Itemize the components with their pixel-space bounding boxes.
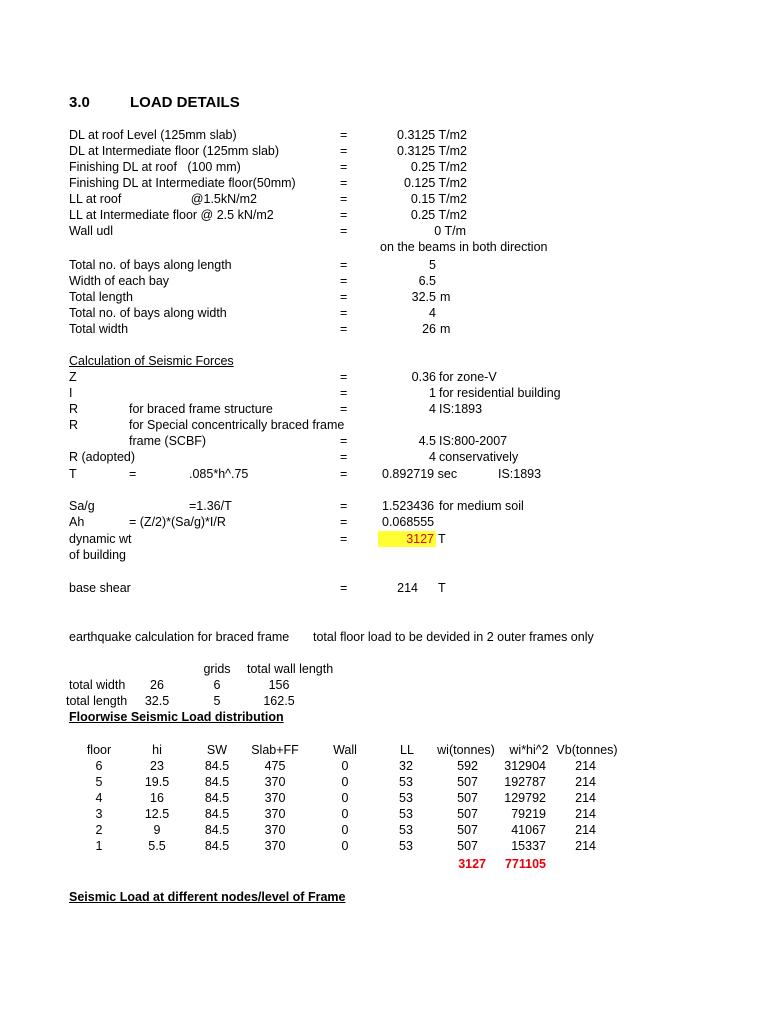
wall-note: on the beams in both direction	[380, 240, 548, 254]
cell-slab-ff: 370	[264, 823, 286, 837]
load-value: 0.125 T/m2	[403, 176, 467, 190]
cell-sw: 84.5	[204, 823, 230, 837]
floor-table-header-hi: hi	[152, 743, 162, 757]
cell-wihi2: 129792	[504, 791, 546, 805]
i-value: 1	[429, 386, 436, 400]
floor-table-header-ll: LL	[400, 743, 414, 757]
geometry-label: Total length	[69, 290, 133, 304]
load-label: DL at roof Level (125mm slab)	[69, 128, 237, 142]
cell-slab-ff: 370	[264, 775, 286, 789]
cell-vb: 214	[575, 791, 596, 805]
floor-table-header-wall: Wall	[333, 743, 357, 757]
geometry-value: 4	[429, 306, 436, 320]
cell-wall: 0	[341, 759, 349, 773]
floor-table-header-floor: floor	[86, 743, 112, 757]
cell-ll: 53	[399, 823, 413, 837]
load-label: LL at roof @1.5kN/m2	[69, 192, 257, 206]
cell-wall: 0	[341, 839, 349, 853]
cell-vb: 214	[575, 839, 596, 853]
equals-sign: =	[340, 224, 348, 238]
load-value: 0.3125 T/m2	[397, 144, 467, 158]
load-value: 0.25 T/m2	[410, 160, 467, 174]
cell-floor: 6	[95, 759, 103, 773]
sag-value: 1.523436	[382, 499, 435, 513]
equals-sign: =	[340, 386, 348, 400]
cell-sw: 84.5	[204, 759, 230, 773]
equals-sign: =	[340, 144, 348, 158]
base-shear-label: base shear	[69, 581, 131, 595]
sag-symbol: Sa/g	[69, 499, 95, 513]
t-value: 0.892719 sec	[382, 467, 458, 481]
section-number: 3.0	[69, 94, 90, 111]
geometry-label: Total no. of bays along length	[69, 258, 232, 272]
equals-sign: =	[340, 467, 348, 481]
geometry-value: 26	[422, 322, 436, 336]
cell-slab-ff: 370	[264, 839, 286, 853]
cell-ll: 53	[399, 807, 413, 821]
grid-header: total wall length	[247, 662, 334, 676]
cell-wihi2: 312904	[504, 759, 546, 773]
geometry-value: 6.5	[418, 274, 436, 288]
equals-sign: =	[340, 434, 348, 448]
cell-sw: 84.5	[204, 807, 230, 821]
equals-sign: =	[340, 306, 348, 320]
load-value: 0 T/m	[434, 224, 466, 238]
floor-table-header-wi: wi(tonnes)	[437, 743, 495, 757]
geometry-label: Width of each bay	[69, 274, 170, 288]
nodes-heading: Seismic Load at different nodes/level of Frame	[69, 890, 346, 904]
equals-sign: =	[340, 581, 348, 595]
equals-sign: =	[340, 274, 348, 288]
cell-wi: 507	[457, 839, 478, 853]
t-formula: .085*h^.75	[189, 467, 249, 481]
total-wi: 3127	[458, 857, 486, 871]
equals-sign: =	[340, 208, 348, 222]
cell-wihi2: 15337	[511, 839, 546, 853]
cell-sw: 84.5	[204, 839, 230, 853]
floor-heading: Floorwise Seismic Load distribution	[69, 710, 284, 724]
base-shear-unit: T	[438, 581, 446, 595]
dynamic-weight-value: 3127	[406, 532, 434, 546]
ah-symbol: Ah	[69, 515, 85, 529]
load-value: 0.3125 T/m2	[397, 128, 467, 142]
i-symbol: I	[69, 386, 73, 400]
z-note: for zone-V	[439, 370, 497, 384]
sag-formula: =1.36/T	[189, 499, 232, 513]
equals-sign: =	[340, 499, 348, 513]
cell-hi: 23	[150, 759, 164, 773]
r-description: for braced frame structure	[129, 402, 273, 416]
cell-ll: 53	[399, 775, 413, 789]
load-label: LL at Intermediate floor @ 2.5 kN/m2	[69, 208, 274, 222]
i-note: for residential building	[439, 386, 561, 400]
cell-vb: 214	[575, 759, 596, 773]
grid-wall-length: 156	[268, 678, 290, 692]
geometry-unit: m	[440, 290, 451, 304]
cell-wall: 0	[341, 823, 349, 837]
equals-sign: =	[340, 532, 348, 546]
load-value: 0.25 T/m2	[410, 208, 467, 222]
cell-vb: 214	[575, 807, 596, 821]
load-value: 0.15 T/m2	[410, 192, 467, 206]
dynamic-weight-label: dynamic wt	[69, 532, 132, 546]
cell-floor: 4	[95, 791, 103, 805]
grid-wall-length: 162.5	[263, 694, 295, 708]
cell-ll: 53	[399, 791, 413, 805]
geometry-label: Total width	[69, 322, 129, 336]
geometry-unit: m	[440, 322, 451, 336]
cell-floor: 1	[95, 839, 103, 853]
earthquake-note: total floor load to be devided in 2 outer frames only	[313, 630, 594, 644]
cell-hi: 19.5	[144, 775, 170, 789]
r-value: 4	[429, 402, 436, 416]
floor-table-header-sw: SW	[206, 743, 228, 757]
ah-value: 0.068555	[382, 515, 435, 529]
equals-sign: =	[340, 322, 348, 336]
r-description: for Special concentrically braced frame	[129, 418, 345, 432]
grid-header: grids	[203, 662, 231, 676]
grid-row-value: 26	[150, 678, 164, 692]
cell-wi: 507	[457, 791, 478, 805]
cell-ll: 32	[399, 759, 413, 773]
cell-floor: 3	[95, 807, 103, 821]
r-note: IS:1893	[439, 402, 483, 416]
earthquake-label: earthquake calculation for braced frame	[69, 630, 290, 644]
equals-sign: =	[340, 290, 348, 304]
r-symbol: R	[69, 402, 79, 416]
grid-row-value: 32.5	[144, 694, 170, 708]
grid-count: 6	[213, 678, 221, 692]
t-equals: =	[129, 467, 137, 481]
cell-wi: 507	[457, 823, 478, 837]
cell-hi: 5.5	[148, 839, 166, 853]
cell-slab-ff: 370	[264, 791, 286, 805]
cell-wall: 0	[341, 807, 349, 821]
cell-sw: 84.5	[204, 775, 230, 789]
equals-sign: =	[340, 370, 348, 384]
r-symbol: R	[69, 418, 79, 432]
load-label: Finishing DL at Intermediate floor(50mm)	[69, 176, 296, 190]
z-symbol: Z	[69, 370, 77, 384]
grid-count: 5	[213, 694, 221, 708]
dynamic-weight-unit: T	[438, 532, 446, 546]
t-symbol: T	[69, 467, 77, 481]
equals-sign: =	[340, 128, 348, 142]
cell-wi: 507	[457, 775, 478, 789]
total-wihi2: 771105	[504, 857, 546, 871]
cell-wi: 592	[457, 759, 478, 773]
r-description: frame (SCBF)	[129, 434, 207, 448]
geometry-label: Total no. of bays along width	[69, 306, 227, 320]
cell-hi: 9	[153, 823, 161, 837]
cell-slab-ff: 370	[264, 807, 286, 821]
geometry-value: 5	[429, 258, 436, 272]
equals-sign: =	[340, 160, 348, 174]
dynamic-weight-label: of building	[69, 548, 126, 562]
cell-floor: 5	[95, 775, 103, 789]
r-adopted-note: conservatively	[439, 450, 519, 464]
cell-ll: 53	[399, 839, 413, 853]
equals-sign: =	[340, 450, 348, 464]
cell-wihi2: 79219	[511, 807, 546, 821]
cell-hi: 16	[150, 791, 164, 805]
grid-row-label: total width	[69, 678, 126, 692]
floor-table-header-slab-ff: Slab+FF	[251, 743, 299, 757]
load-label: Wall udl	[69, 224, 113, 238]
cell-wi: 507	[457, 807, 478, 821]
cell-hi: 12.5	[144, 807, 170, 821]
ah-formula: = (Z/2)*(Sa/g)*I/R	[129, 515, 226, 529]
cell-wall: 0	[341, 775, 349, 789]
equals-sign: =	[340, 176, 348, 190]
geometry-value: 32.5	[411, 290, 436, 304]
z-value: 0.36	[411, 370, 436, 384]
r-note: IS:800-2007	[439, 434, 508, 448]
load-label: Finishing DL at roof (100 mm)	[69, 160, 241, 174]
cell-floor: 2	[95, 823, 103, 837]
grid-row-label: total length	[66, 694, 128, 708]
cell-wall: 0	[341, 791, 349, 805]
load-label: DL at Intermediate floor (125mm slab)	[69, 144, 280, 158]
section-title: LOAD DETAILS	[130, 94, 240, 111]
t-note: IS:1893	[498, 467, 542, 481]
equals-sign: =	[340, 515, 348, 529]
base-shear-value: 214	[397, 581, 418, 595]
equals-sign: =	[340, 402, 348, 416]
floor-table-header-vb: Vb(tonnes)	[556, 743, 618, 757]
cell-vb: 214	[575, 775, 596, 789]
sag-note: for medium soil	[439, 499, 524, 513]
cell-slab-ff: 475	[264, 759, 286, 773]
cell-sw: 84.5	[204, 791, 230, 805]
r-adopted-value: 4	[429, 450, 436, 464]
equals-sign: =	[340, 258, 348, 272]
equals-sign: =	[340, 192, 348, 206]
r-adopted-symbol: R (adopted)	[69, 450, 136, 464]
floor-table-header-wihi2: wi*hi^2	[509, 743, 549, 757]
cell-vb: 214	[575, 823, 596, 837]
cell-wihi2: 192787	[504, 775, 546, 789]
r-value: 4.5	[418, 434, 436, 448]
seismic-heading: Calculation of Seismic Forces	[69, 354, 234, 368]
cell-wihi2: 41067	[511, 823, 546, 837]
